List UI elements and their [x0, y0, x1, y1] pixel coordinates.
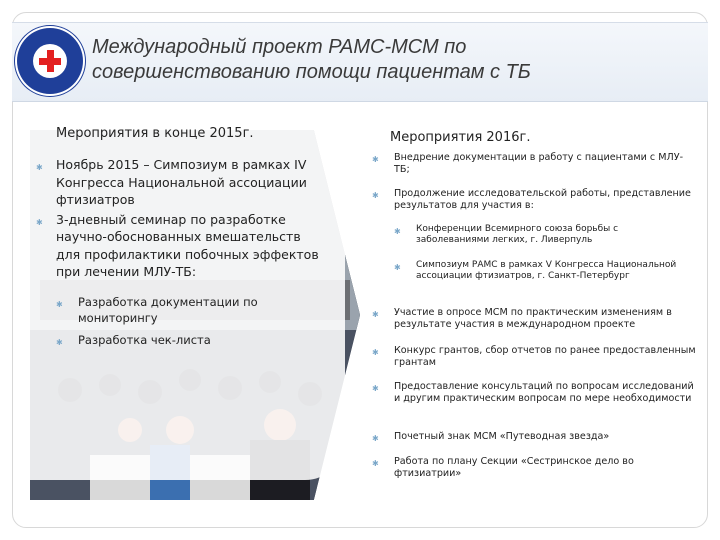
bullet-icon: ✱ — [372, 384, 379, 393]
bullet-icon: ✱ — [372, 155, 379, 164]
list-item: ✱ Ноябрь 2015 – Симпозиум в рамках IV Конгресса Национальной ассоциации фтизиатров — [36, 157, 307, 207]
bullet-icon: ✱ — [372, 310, 379, 319]
bullet-icon: ✱ — [372, 348, 379, 357]
bullet-icon: ✱ — [372, 434, 379, 443]
list-item: ✱ Симпозиум РАМС в рамках V Конгресса Национальной ассоциации фтизиатров, г. Санкт-Петербург — [394, 260, 677, 281]
list-item: ✱ Предоставление консультаций по вопросам исследований и другим практическим вопросам по мере необходимости — [372, 381, 694, 404]
bullet-icon: ✱ — [56, 338, 63, 347]
page-title — [92, 35, 652, 85]
left-heading: Мероприятия в конце 2015г. — [56, 126, 254, 141]
list-item: ✱ Внедрение документации в работу с пациентами с МЛУ-ТБ; — [372, 152, 684, 175]
list-item: ✱ Работа по плану Секции «Сестринское дело во фтизиатрии» — [372, 456, 634, 479]
bullet-icon: ✱ — [394, 227, 401, 236]
right-heading: Мероприятия 2016г. — [390, 130, 531, 145]
list-item: ✱ Участие в опросе МСМ по практическим изменениям в результате участия в международном проекте — [372, 307, 672, 330]
bullet-icon: ✱ — [372, 191, 379, 200]
red-cross-logo-icon — [17, 28, 83, 94]
bullet-icon: ✱ — [372, 459, 379, 468]
list-item: ✱ Конкурс грантов, сбор отчетов по ранее предоставленным грантам — [372, 345, 696, 368]
title-line-2: совершенствованию помощи пациентам с ТБ — [92, 61, 531, 83]
list-item: ✱ Разработка документации по мониторингу — [56, 295, 258, 325]
list-item: ✱ Конференции Всемирного союза борьбы с заболеваниями легких, г. Ливерпуль — [394, 224, 619, 245]
list-item: ✱ Продолжение исследовательской работы, представление результатов для участия в: — [372, 188, 691, 211]
left-list — [36, 156, 326, 281]
list-item: ✱ Разработка чек-листа — [56, 332, 276, 348]
bullet-icon: ✱ — [394, 263, 401, 272]
bullet-icon: ✱ — [36, 217, 43, 227]
title-line-1: Международный проект РАМС-МСМ по — [92, 36, 467, 58]
bullet-icon: ✱ — [36, 163, 43, 172]
left-sublist — [56, 294, 276, 348]
list-item: ✱ 3-дневный семинар по разработке научно-обоснованных вмешательств для профилактики побочных эффектов при лечении МЛУ-ТБ: — [36, 211, 319, 279]
bullet-icon: ✱ — [56, 300, 63, 309]
list-item: ✱ Почетный знак МСМ «Путеводная звезда» — [372, 431, 610, 443]
